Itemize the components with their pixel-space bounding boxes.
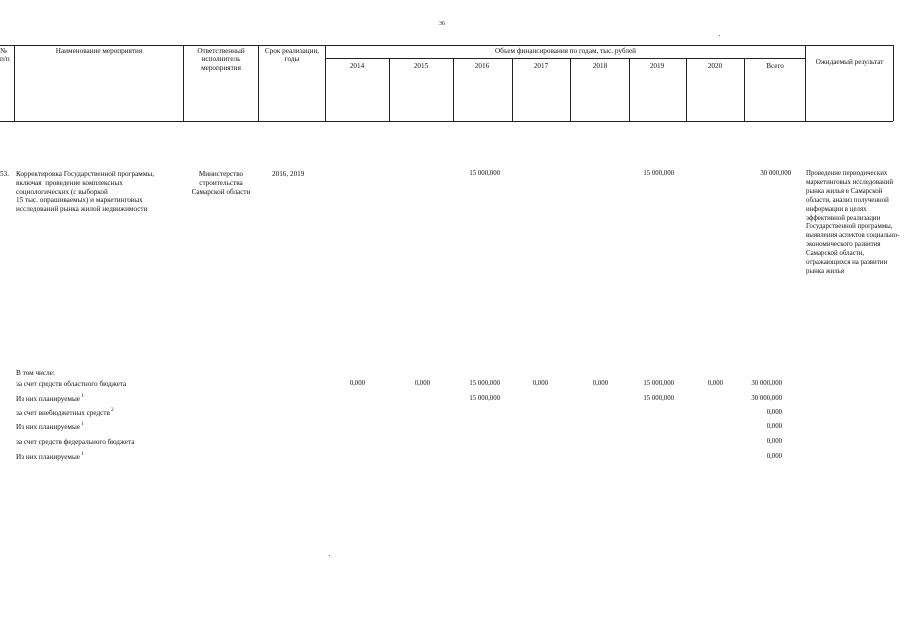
breakdown-value: 0,000 bbox=[532, 380, 548, 387]
row-name-line: исследований рынка жилой недвижимости bbox=[16, 205, 148, 214]
row-name bbox=[16, 170, 154, 214]
breakdown-value: 15 000,000 bbox=[469, 380, 500, 387]
year-2020-header: 2020 bbox=[707, 62, 723, 70]
footnote-marker: 1 bbox=[79, 452, 84, 457]
col-period-header: Срок реализации, годы bbox=[264, 47, 320, 64]
breakdown-value: 30 000,000 bbox=[751, 395, 782, 402]
page-number: 36 bbox=[439, 21, 445, 27]
footnote-marker: 1 bbox=[79, 394, 84, 399]
row-responsible-line: Самарской области bbox=[191, 187, 251, 196]
total-header: Всего bbox=[766, 62, 784, 70]
breakdown-value: 15 000,000 bbox=[643, 380, 674, 387]
row-name-line: 15 тыс. опрашиваемых) и маркетинговых bbox=[16, 196, 143, 205]
row-period: 2016, 2019 bbox=[272, 170, 305, 178]
row-name-line: включая проведение комплексных bbox=[16, 178, 123, 187]
year-2014-header: 2014 bbox=[349, 62, 365, 70]
year-2019-header: 2019 bbox=[649, 62, 665, 70]
breakdown-value: 0,000 bbox=[766, 423, 782, 430]
row-name-line: Корректировка Государственной программы, bbox=[16, 170, 155, 178]
row-value-2016: 15 000,000 bbox=[469, 170, 500, 177]
row-number: 53. bbox=[0, 170, 9, 178]
breakdown-label: за счет средств областного бюджета bbox=[16, 380, 127, 388]
col-result-header: Ожидаемый результат bbox=[815, 58, 884, 66]
year-2018-header: 2018 bbox=[592, 62, 608, 70]
breakdown-value: 0,000 bbox=[766, 438, 782, 445]
breakdown-label: Из них планируемые $^1$ bbox=[16, 422, 84, 431]
year-2017-header: 2017 bbox=[533, 62, 549, 70]
breakdown-value: 0,000 bbox=[766, 409, 782, 416]
year-2015-header: 2015 bbox=[413, 62, 429, 70]
breakdown-value: 0,000 bbox=[707, 380, 723, 387]
breakdown-value: 0,000 bbox=[766, 453, 782, 460]
breakdown-value: 30 000,000 bbox=[751, 380, 782, 387]
scan-speck bbox=[719, 35, 720, 36]
col-number-header: № п/п bbox=[0, 47, 10, 64]
row-value-2019: 15 000,000 bbox=[643, 170, 674, 177]
breakdown-label: за счет внебюджетных средств $^2$ bbox=[16, 408, 114, 417]
row-responsible bbox=[184, 170, 258, 196]
row-expected-result: Проведение периодических маркетинговых исследований рынка жилья в Самарской области, анализ полученной информации в целях эффективной реализации Государственной программы, выявления аспектов социально-экономического развития Самарской области, отражающихся на развитии рынка жилья bbox=[806, 170, 900, 275]
col-responsible-header: Ответственный исполнитель мероприятия bbox=[197, 47, 245, 72]
breakdown-value: 15 000,000 bbox=[469, 395, 500, 402]
footnote-marker: 2 bbox=[109, 408, 114, 413]
row-name-line: социологических (с выборкой bbox=[16, 187, 108, 196]
row-value-total: 30 000,000 bbox=[760, 170, 791, 177]
breakdown-value: 15 000,000 bbox=[643, 395, 674, 402]
breakdown-label: за счет средств федерального бюджета bbox=[16, 438, 135, 446]
breakdown-value: 0,000 bbox=[592, 380, 608, 387]
row-responsible-line: строительства bbox=[199, 178, 243, 187]
breakdown-label: Из них планируемые $^1$ bbox=[16, 452, 84, 461]
footnote-marker: 1 bbox=[79, 422, 84, 427]
row-responsible-line: Министерство bbox=[198, 170, 244, 178]
breakdown-value: 0,000 bbox=[414, 380, 430, 387]
scan-speck bbox=[329, 555, 330, 556]
breakdown-value: 0,000 bbox=[349, 380, 365, 387]
breakdown-intro: В том числе: bbox=[16, 369, 55, 377]
table-header bbox=[0, 45, 893, 121]
col-funding-header: Объем финансирования по годам, тыс. рублей bbox=[494, 47, 637, 55]
year-2016-header: 2016 bbox=[474, 62, 490, 70]
col-name-header: Наименование мероприятия bbox=[55, 47, 143, 55]
breakdown-label: Из них планируемые $^1$ bbox=[16, 394, 84, 403]
